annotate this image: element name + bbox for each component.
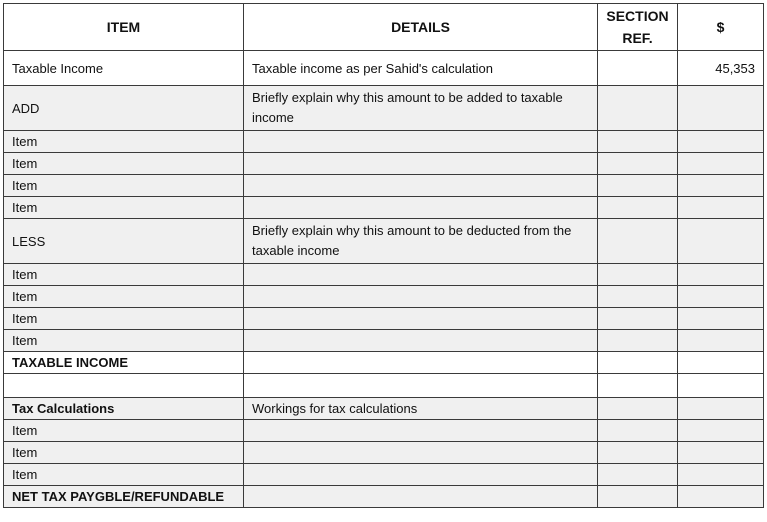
table-row <box>4 308 764 330</box>
row-item: Item <box>4 197 244 219</box>
row-amount <box>678 398 764 420</box>
table-row <box>4 86 764 131</box>
table-row <box>4 464 764 486</box>
table-row <box>4 51 764 86</box>
table-row <box>4 374 764 398</box>
row-item: LESS <box>4 219 244 264</box>
table-row <box>4 486 764 508</box>
row-item: Item <box>4 286 244 308</box>
row-amount <box>678 131 764 153</box>
table-row <box>4 219 764 264</box>
header-amount: $ <box>678 4 764 51</box>
table-row <box>4 398 764 420</box>
row-amount <box>678 330 764 352</box>
header-section-ref: SECTION REF. <box>598 4 678 51</box>
row-amount <box>678 352 764 374</box>
row-details <box>244 264 598 286</box>
row-item: Taxable Income <box>4 51 244 86</box>
table-row <box>4 330 764 352</box>
row-item: Item <box>4 330 244 352</box>
table-row <box>4 153 764 175</box>
row-details <box>244 442 598 464</box>
row-details <box>244 308 598 330</box>
tax-worksheet-table <box>3 3 764 508</box>
row-section <box>598 286 678 308</box>
row-details: Briefly explain why this amount to be added to taxable income <box>244 86 598 131</box>
row-section <box>598 464 678 486</box>
row-details: Briefly explain why this amount to be deducted from the taxable income <box>244 219 598 264</box>
row-details <box>244 175 598 197</box>
row-details <box>244 131 598 153</box>
row-section <box>598 398 678 420</box>
row-amount <box>678 486 764 508</box>
row-details <box>244 464 598 486</box>
row-section <box>598 330 678 352</box>
row-details <box>244 330 598 352</box>
row-section <box>598 153 678 175</box>
row-item: ADD <box>4 86 244 131</box>
row-section <box>598 219 678 264</box>
row-item: NET TAX PAYGBLE/REFUNDABLE <box>4 486 244 508</box>
row-amount <box>678 374 764 398</box>
row-amount <box>678 286 764 308</box>
table-row <box>4 131 764 153</box>
row-section <box>598 308 678 330</box>
header-row <box>4 4 764 51</box>
row-details: Taxable income as per Sahid's calculation <box>244 51 598 86</box>
row-item: Item <box>4 175 244 197</box>
row-section <box>598 420 678 442</box>
header-details: DETAILS <box>244 4 598 51</box>
row-details <box>244 420 598 442</box>
row-item: TAXABLE INCOME <box>4 352 244 374</box>
row-section <box>598 264 678 286</box>
row-section <box>598 51 678 86</box>
row-amount <box>678 153 764 175</box>
table-row <box>4 442 764 464</box>
header-item: ITEM <box>4 4 244 51</box>
row-item <box>4 374 244 398</box>
table-row <box>4 352 764 374</box>
row-details <box>244 153 598 175</box>
row-amount <box>678 219 764 264</box>
row-amount: 45,353 <box>678 51 764 86</box>
row-amount <box>678 175 764 197</box>
row-section <box>598 197 678 219</box>
row-item: Item <box>4 464 244 486</box>
row-item: Item <box>4 442 244 464</box>
row-item: Tax Calculations <box>4 398 244 420</box>
row-section <box>598 175 678 197</box>
row-section <box>598 374 678 398</box>
row-details: Workings for tax calculations <box>244 398 598 420</box>
row-amount <box>678 420 764 442</box>
row-amount <box>678 464 764 486</box>
row-section <box>598 486 678 508</box>
table-row <box>4 197 764 219</box>
row-details <box>244 286 598 308</box>
row-details <box>244 197 598 219</box>
row-amount <box>678 308 764 330</box>
table-row <box>4 286 764 308</box>
row-details <box>244 486 598 508</box>
row-item: Item <box>4 131 244 153</box>
row-item: Item <box>4 153 244 175</box>
row-section <box>598 442 678 464</box>
row-item: Item <box>4 420 244 442</box>
table-row <box>4 175 764 197</box>
row-section <box>598 86 678 131</box>
row-amount <box>678 197 764 219</box>
row-details <box>244 374 598 398</box>
row-amount <box>678 442 764 464</box>
row-amount <box>678 264 764 286</box>
table-row <box>4 264 764 286</box>
row-section <box>598 131 678 153</box>
row-details <box>244 352 598 374</box>
row-amount <box>678 86 764 131</box>
row-item: Item <box>4 308 244 330</box>
row-section <box>598 352 678 374</box>
table-row <box>4 420 764 442</box>
row-item: Item <box>4 264 244 286</box>
